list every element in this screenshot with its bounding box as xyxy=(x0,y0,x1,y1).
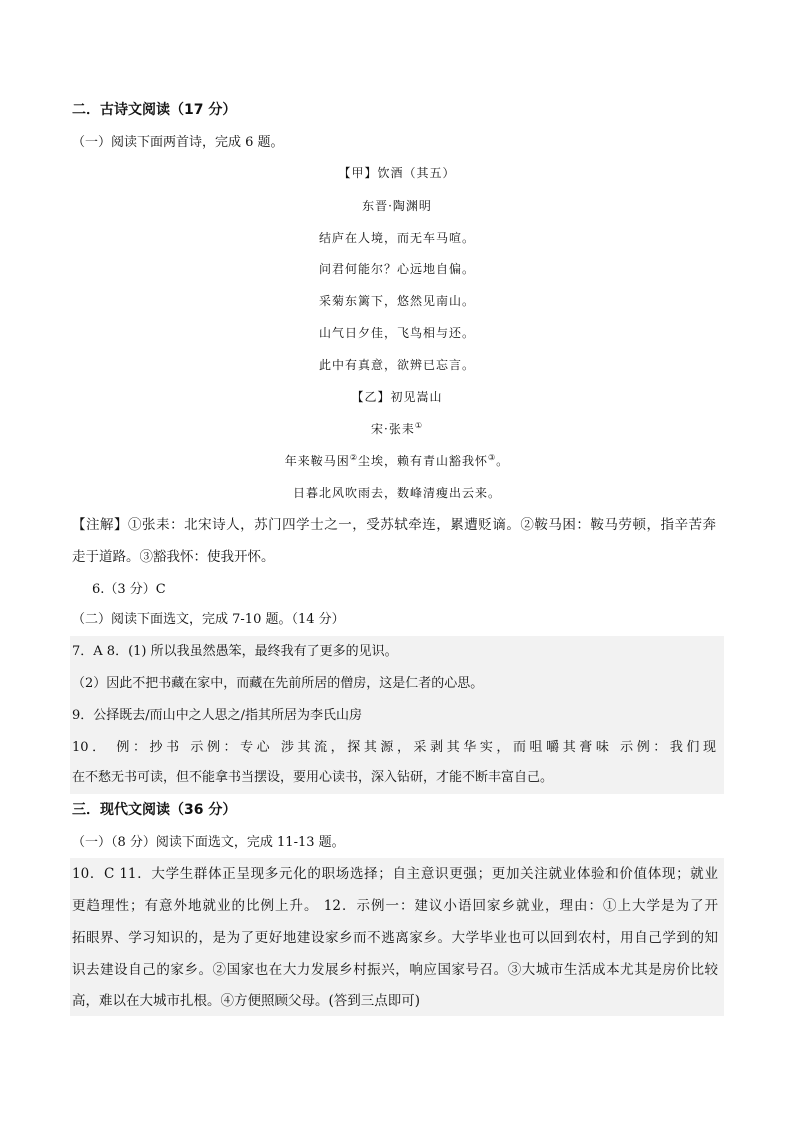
part1-intro: （一）阅读下面两首诗，完成 6 题。 xyxy=(72,135,284,150)
poem2-line1-part: 。 xyxy=(496,454,510,468)
footnote-mark: ③ xyxy=(488,453,497,462)
poem2-line: 日暮北风吹雨去，数峰清瘦出云来。 xyxy=(292,486,501,500)
notes-line: 【注解】①张耒：北宋诗人，苏门四学士之一，受苏轼牵连，累遭贬谪。②鞍马困：鞍马劳顿，指辛苦奔 xyxy=(72,517,716,533)
poem1-line: 问君何能尔？心远地自偏。 xyxy=(318,262,475,276)
answer-8-2: （2）因此不把书藏在家中，而藏在先前所居的僧房，这是仁者的心思。 xyxy=(72,676,484,691)
poem2-line1-part: 尘埃，赖有青山豁我怀 xyxy=(357,454,488,468)
answer-9: 9．公择既去/而山中之人思之/指其所居为李氏山房 xyxy=(72,708,363,723)
poem1-author: 东晋·陶渊明 xyxy=(362,199,432,213)
poem1-title: 【甲】饮酒（其五） xyxy=(338,166,456,180)
poem1-line: 结庐在人境，而无车马喧。 xyxy=(318,231,475,245)
answer-6: 6.（3 分）C xyxy=(92,582,166,597)
notes-line: 走于道路。③豁我怀：使我开怀。 xyxy=(72,549,275,565)
poem2-line1-part: 年来鞍马困 xyxy=(284,454,350,468)
poem2-title: 【乙】初见嵩山 xyxy=(351,390,443,404)
answer-7-8: 7．A 8．(1) 所以我虽然愚笨，最终我有了更多的见识。 xyxy=(72,644,398,659)
section3-answer-line: 10．C 11．大学生群体正呈现多元化的职场选择；自主意识更强；更加关注就业体验和价值体现；就业 xyxy=(72,866,718,882)
footnote-mark: ② xyxy=(349,453,358,462)
part2-intro: （二）阅读下面选文，完成 7-10 题。（14 分） xyxy=(72,612,345,627)
poem1-line: 采菊东篱下，悠然见南山。 xyxy=(318,294,475,308)
poem1-line: 此中有真意，欲辨已忘言。 xyxy=(318,358,475,372)
section3-part1-intro: （一）（8 分）阅读下面选文，完成 11-13 题。 xyxy=(72,835,345,850)
answer-10-line: 在不愁无书可读，但不能拿书当摆设，要用心读书，深入钻研，才能不断丰富自己。 xyxy=(72,770,554,785)
footnote-mark: ① xyxy=(414,421,423,430)
section2-heading: 二．古诗文阅读（17 分） xyxy=(72,102,237,118)
poem2-line xyxy=(0,451,794,471)
section3-answer-line: 高，难以在大城市扎根。④方便照顾父母。(答到三点即可) xyxy=(72,993,421,1009)
section3-answer-line: 拓眼界、学习知识的，是为了更好地建设家乡而不逃离家乡。大学毕业也可以回到农村，用自己学到的知 xyxy=(72,930,718,946)
poem1-line: 山气日夕佳，飞鸟相与还。 xyxy=(318,326,475,340)
section3-heading: 三．现代文阅读（36 分） xyxy=(72,802,237,818)
poem2-author-name: 宋·张耒 xyxy=(371,422,415,436)
answer-10-line: 10． 例：抄书 示例：专心 涉其流，探其源，采剥其华实，而咀嚼其膏味 示例：我们现 xyxy=(72,740,716,755)
section3-answer-line: 更趋理性；有意外地就业的比例上升。 12．示例一：建议小语回家乡就业，理由：①上大学是为了开 xyxy=(72,898,718,914)
poem2-author xyxy=(0,419,794,439)
section3-answer-line: 识去建设自己的家乡。②国家也在大力发展乡村振兴，响应国家号召。③大城市生活成本尤其是房价比较 xyxy=(72,962,718,978)
